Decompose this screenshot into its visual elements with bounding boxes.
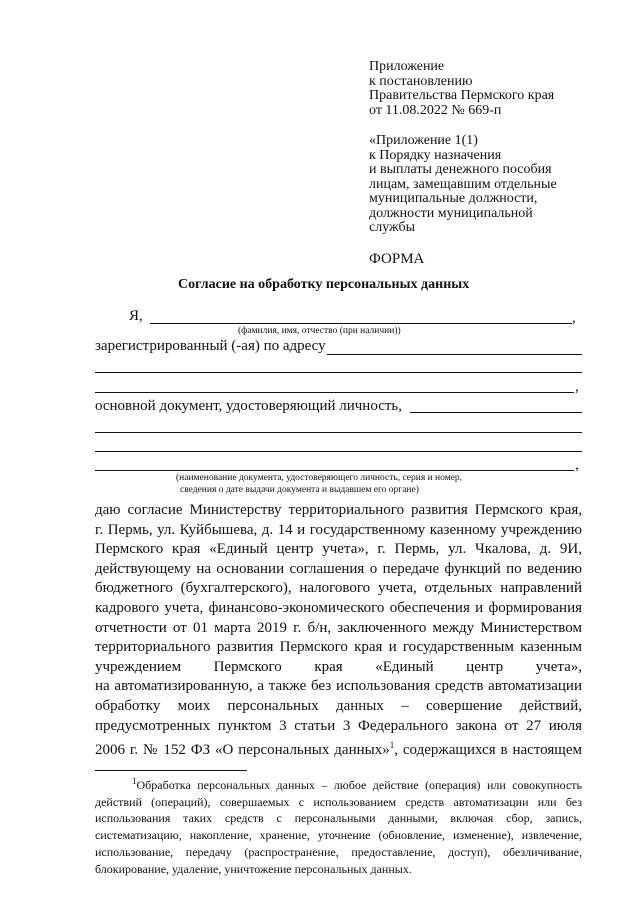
- footnote-mark: 1: [132, 776, 137, 786]
- body-last-after: , содержащихся в настоящем: [394, 742, 582, 759]
- resolution-header: [369, 60, 554, 118]
- name-caption: (фамилия, имя, отчество (при наличии)): [238, 326, 401, 336]
- body-line-last: [95, 736, 582, 761]
- appendix-line: должности муниципальной: [369, 205, 533, 221]
- body-line: на автоматизированную, а также без использования средств автоматизации: [95, 678, 582, 695]
- id-doc-label: основной документ, удостоверяющий личность,: [95, 398, 403, 414]
- name-input-line[interactable]: [150, 323, 572, 324]
- header-line: Правительства Пермского края: [369, 88, 555, 103]
- body-line: действующему на основании соглашения о передаче функций по ведению: [95, 560, 582, 577]
- id-doc-input-line-2[interactable]: [95, 432, 582, 433]
- footnote-text: Обработка персональных данных – любое действие (операция) или совокупность действий (операций), совершаемых с использованием средств автоматизации или без использования таких средств с персональными данными, включая сбор, запись, систематизацию, накопление, хранение, уточнение (обновление, изменение), извлечение, использование, передачу (распространение, предоставление, доступ), обезличивание, блокирование, удаление, уничтожение персональных данных.: [95, 778, 582, 876]
- id-doc-input-line-3[interactable]: [95, 451, 582, 452]
- doc-caption-2: сведения о дате выдачи документа и выдавшем его органе): [180, 485, 419, 495]
- body-line: кадрового учета, финансово-экономического обеспечения и формирования: [95, 599, 582, 616]
- body-last-before: 2006 г. № 152 ФЗ «О персональных данных»: [95, 742, 390, 759]
- header-line: от 11.08.2022 № 669-п: [369, 102, 502, 118]
- body-line: отчетности от 01 марта 2019 г. б/н, заключенного между Министерством: [95, 619, 582, 636]
- body-line: предусмотренных пунктом 3 статьи 3 Федерального закона от 27 июля: [95, 717, 582, 734]
- appendix-line: и выплаты денежного пособия: [369, 162, 552, 177]
- appendix-line: к Порядку назначения: [369, 147, 502, 163]
- appendix-line: муниципальные должности,: [369, 191, 538, 206]
- id-doc-input-line-1[interactable]: [410, 412, 582, 413]
- address-input-line-1[interactable]: [327, 354, 582, 355]
- body-line: территориального развития Пермского края и государственным казенным: [95, 639, 582, 656]
- address-input-line-2[interactable]: [95, 372, 582, 373]
- header-line: Приложение: [369, 59, 445, 74]
- appendix-line: «Приложение 1(1): [369, 133, 478, 148]
- body-line: даю согласие Министерству территориального развития Пермского края,: [95, 502, 582, 518]
- body-line: учреждением Пермского края «Единый центр учета»,: [95, 658, 582, 675]
- footnote-ref[interactable]: 1: [389, 740, 395, 751]
- body-line: г. Пермь, ул. Куйбышева, д. 14 и государственному казенному учреждению: [95, 521, 582, 538]
- appendix-line: службы: [369, 220, 416, 235]
- footnote: [95, 773, 582, 877]
- body-line: Пермского края «Единый центр учета», г. Пермь, ул. Чкалова, д. 9И,: [95, 541, 582, 558]
- doc-caption-1: (наименование документа, удостоверяющего личность, серия и номер,: [176, 473, 463, 483]
- document-title: Согласие на обработку персональных данных: [178, 277, 470, 292]
- header-line: к постановлению: [369, 73, 473, 89]
- appendix-line: лицам, замещавшим отдельные: [369, 176, 557, 192]
- address-input-line-3[interactable]: [95, 392, 574, 393]
- id-doc-input-line-4[interactable]: [95, 470, 574, 471]
- footnote-separator: [95, 770, 247, 771]
- body-line: бюджетного (бухгалтерского), налогового учета, отдельных направлений: [95, 580, 582, 597]
- address-label: зарегистрированный (-ая) по адресу: [95, 338, 326, 354]
- form-label: ФОРМА: [369, 251, 425, 267]
- name-comma: ,: [572, 310, 576, 326]
- address-comma: ,: [575, 379, 579, 395]
- id-doc-comma: ,: [575, 457, 579, 473]
- body-text: [95, 501, 582, 761]
- appendix-header: [369, 134, 557, 236]
- body-line: обработку моих персональных данных – совершение действий,: [95, 697, 582, 714]
- i-label: Я,: [129, 308, 143, 324]
